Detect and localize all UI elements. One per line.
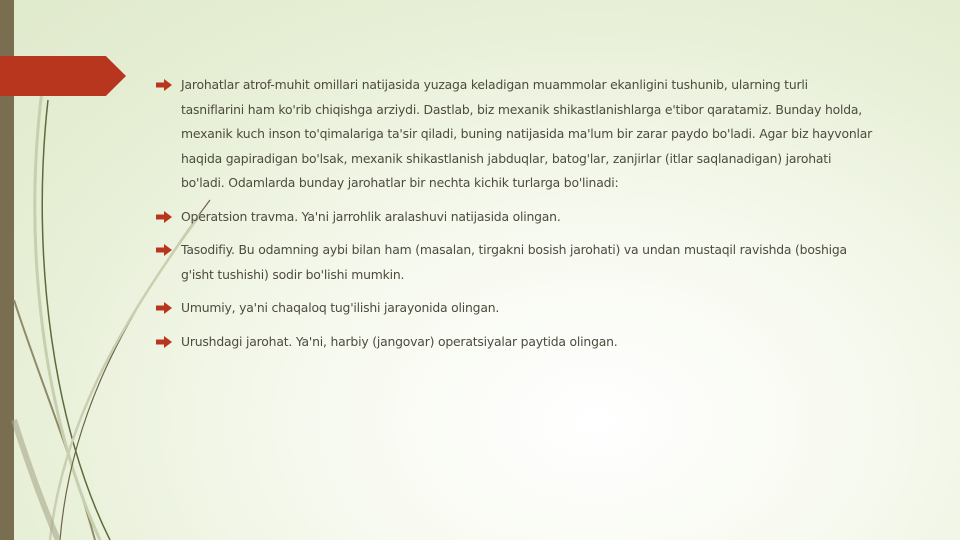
bullet-item: [156, 73, 901, 196]
bullet-item: [156, 296, 901, 321]
bullet-text-line: Jarohatlar atrof-muhit omillari natijasida yuzaga keladigan muammolar ekanligini tushunib, ularning turli: [181, 77, 808, 92]
bullet-list: [156, 73, 901, 363]
bullet-text-line: Operatsion travma. Ya'ni jarrohlik aralashuvi natijasida olingan.: [181, 208, 561, 224]
bullet-text-line: haqida gapiradigan bo'lsak, mexanik shikastlanish jabduqlar, batog'lar, zanjirlar (itlar saqlanadigan) jarohati: [181, 150, 832, 166]
arrow-right-icon: [156, 79, 172, 91]
arrow-right-icon: [156, 302, 172, 314]
bullet-text-line: Urushdagi jarohat. Ya'ni, harbiy (jangovar) operatsiyalar paytida olingan.: [181, 333, 618, 349]
bullet-item: [156, 205, 901, 230]
arrow-right-icon: [156, 211, 172, 223]
bullet-text-line: Umumiy, ya'ni chaqaloq tug'ilishi jarayonida olingan.: [181, 300, 500, 315]
bullet-text-line: g'isht tushishi) sodir bo'lishi mumkin.: [181, 266, 405, 282]
bullet-text-line: tasniflarini ham ko'rib chiqishga arziydi. Dastlab, biz mexanik shikastlanishlarga e'tibor qaratamiz. Bunday holda,: [181, 101, 863, 117]
bullet-item: [156, 330, 901, 355]
bullet-text-line: bo'ladi. Odamlarda bunday jarohatlar bir nechta kichik turlarga bo'linadi:: [181, 175, 619, 190]
bullet-item: [156, 238, 901, 287]
arrow-right-icon: [156, 244, 172, 256]
title-ribbon: [0, 56, 126, 96]
bullet-text-line: Tasodifiy. Bu odamning aybi bilan ham (masalan, tirgakni bosish jarohati) va undan mustaqil ravishda (boshiga: [181, 242, 847, 257]
bullet-text-line: mexanik kuch inson to'qimalariga ta'sir qiladi, buning natijasida ma'lum bir zarar paydo bo'ladi. Agar biz hayvonlar: [181, 126, 873, 141]
arrow-right-icon: [156, 336, 172, 348]
